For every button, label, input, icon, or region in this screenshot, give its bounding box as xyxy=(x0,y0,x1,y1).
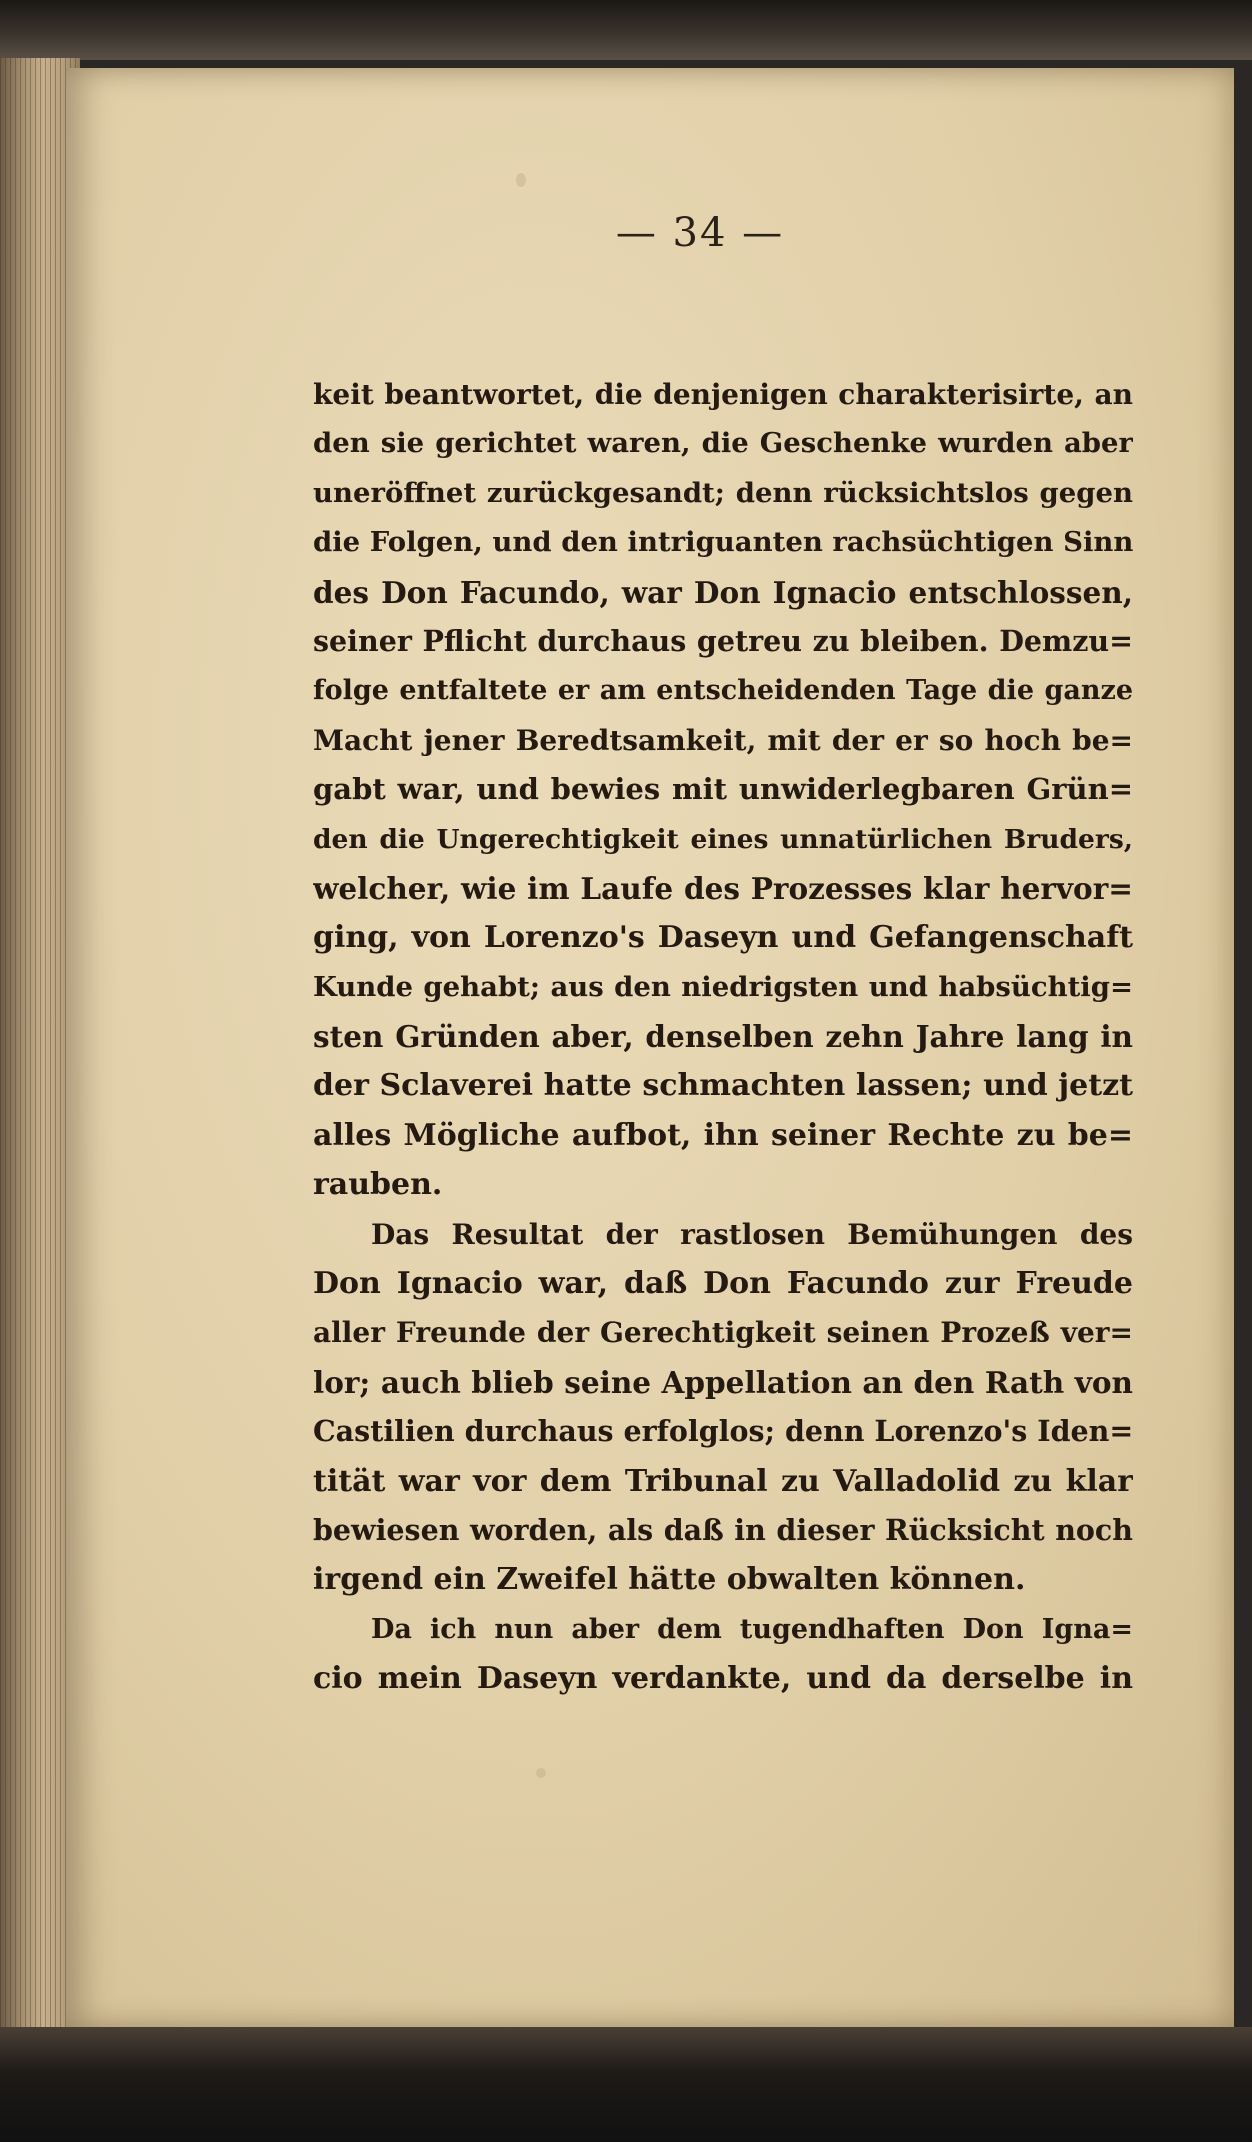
book-top-edge xyxy=(0,0,1252,60)
text-line: seiner Pflicht durchaus getreu zu bleiben. Demzu= xyxy=(313,623,1133,658)
text-line: irgend ein Zweifel hätte obwalten können. xyxy=(313,1562,1026,1598)
text-line: Das Resultat der rastlosen Bemühungen des xyxy=(371,1217,1133,1251)
text-line: aller Freunde der Gerechtigkeit seinen Prozeß ver= xyxy=(313,1316,1133,1350)
text-line: Castilien durchaus erfolglos; denn Lorenzo's Iden= xyxy=(313,1414,1133,1449)
text-line: ging, von Lorenzo's Daseyn und Gefangenschaft xyxy=(313,920,1133,956)
text-line: Macht jener Beredtsamkeit, mit der er so hoch be= xyxy=(313,723,1133,757)
text-line: rauben. xyxy=(313,1167,443,1203)
text-line: des Don Facundo, war Don Ignacio entschlossen, xyxy=(313,574,1133,610)
text-line: sten Gründen aber, denselben zehn Jahre lang in xyxy=(313,1019,1133,1055)
text-line: uneröffnet zurückgesandt; denn rücksichtslos gegen xyxy=(313,476,1133,509)
text-line: Kunde gehabt; aus den niedrigsten und habsüchtig= xyxy=(313,970,1133,1003)
text-line: gabt war, und bewies mit unwiderlegbaren Grün= xyxy=(313,772,1133,807)
text-line: den die Ungerechtigkeit eines unnatürlichen Bruders, xyxy=(313,823,1133,855)
text-line: der Sclaverei hatte schmachten lassen; und jetzt xyxy=(313,1068,1133,1104)
body-text xyxy=(313,370,1133,1704)
book-bottom-edge xyxy=(0,2027,1252,2142)
page-number: — 34 — xyxy=(615,210,785,256)
text-line: folge entfaltete er am entscheidenden Tage die ganze xyxy=(313,675,1133,707)
text-line: keit beantwortet, die denjenigen charakterisirte, an xyxy=(313,378,1133,411)
text-line: die Folgen, und den intriguanten rachsüchtigen Sinn xyxy=(313,526,1133,559)
text-line: lor; auch blieb seine Appellation an den Rath von xyxy=(313,1364,1133,1400)
paper-stain xyxy=(516,173,526,187)
text-line: cio mein Daseyn verdankte, und da derselbe in xyxy=(313,1661,1133,1697)
text-line: bewiesen worden, als daß in dieser Rücksicht noch xyxy=(313,1512,1133,1547)
text-line: tität war vor dem Tribunal zu Valladolid zu klar xyxy=(313,1463,1133,1499)
text-line: alles Mögliche aufbot, ihn seiner Rechte zu be= xyxy=(313,1117,1133,1153)
text-line: den sie gerichtet waren, die Geschenke wurden aber xyxy=(313,427,1133,460)
text-line: Don Ignacio war, daß Don Facundo zur Freude xyxy=(313,1266,1133,1302)
paper-stain xyxy=(536,1768,546,1778)
text-line: welcher, wie im Laufe des Prozesses klar hervor= xyxy=(313,870,1133,906)
text-line: Da ich nun aber dem tugendhaften Don Igna= xyxy=(371,1613,1133,1645)
